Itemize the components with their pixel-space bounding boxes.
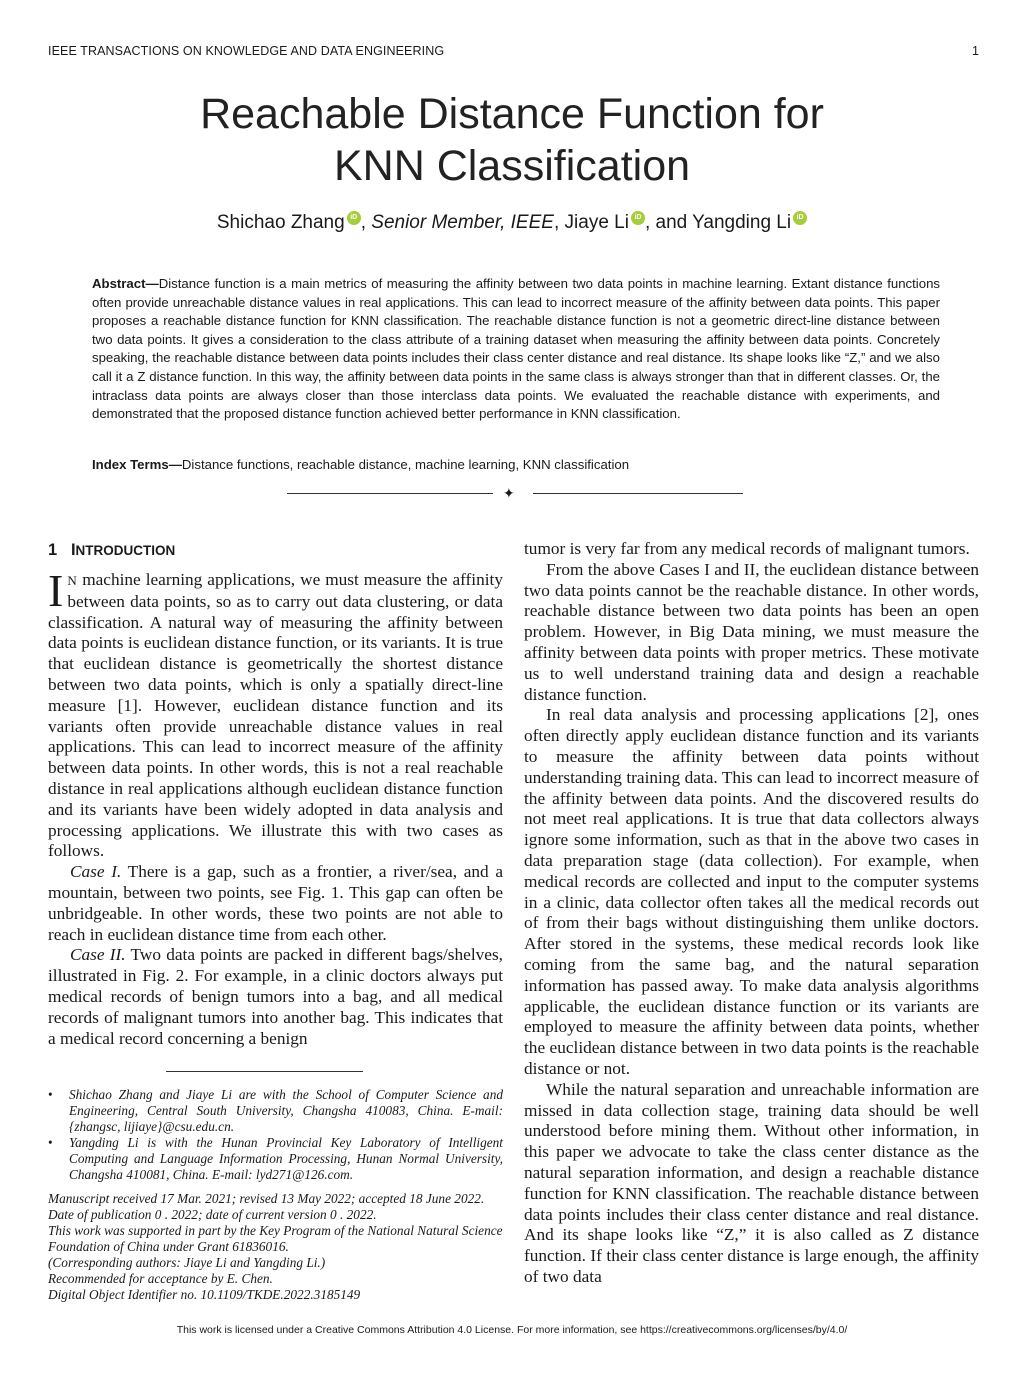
orcid-icon[interactable]: iD — [631, 211, 645, 225]
body-paragraph: From the above Cases I and II, the euclidean distance between two data points cannot be the reachable distance. In other words, reachable distance between two data points has been an open problem. However, in Big Data mining, we must measure the affinity between data points with proper metrics. These motivate us to well understand training data and design a reachable distance function. — [524, 559, 979, 704]
abstract — [92, 275, 940, 424]
orcid-icon[interactable]: iD — [347, 211, 361, 225]
section-title-first: I — [70, 541, 76, 559]
author-separator: , — [360, 212, 372, 233]
license-footer: This work is licensed under a Creative Commons Attribution 4.0 License. For more information, see https://creativecommons.org/licenses/by/4.0/ — [176, 1324, 848, 1336]
title-line-2: KNN Classification — [333, 142, 691, 190]
section-number: 1 — [48, 541, 58, 559]
separator-rule-left — [287, 493, 493, 494]
footnote-affiliation-1 — [48, 1087, 503, 1135]
page-number: 1 — [972, 44, 979, 58]
footnote-text: Yangding Li is with the Hunan Provincial Key Laboratory of Intelligent Computing and Language Information Processing, Hunan Normal University, Changsha 410081, China. E-mail: lyd271@126.com. — [69, 1135, 503, 1182]
body-paragraph: In real data analysis and processing applications [2], ones often directly apply euclidean distance function and its variants to measure the affinity between data points without understanding training data. This can lead to incorrect measure of the affinity between data points. And the discovered results do not meet real applications. It is true that data collectors always ignore some information, such as that in the above two cases in data preparation stage (data collection). For example, when medical records are collected and input to the computer systems in a clinic, data collector often takes all the medical records out of from their bags without distinguishing them unlike doctors. After stored in the systems, these medical records look like coming from the same bag, and the natural separation information has passed away. To make data analysis algorithms applicable, the euclidean distance function or its variants are employed to measure the affinity between data points, whether the euclidean distance between in two data points is the reachable distance or not. — [524, 705, 979, 1078]
manuscript-doi[interactable]: Digital Object Identifier no. 10.1109/TKDE.2022.3185149 — [48, 1287, 361, 1302]
intro-text: machine learning applications, we must measure the affinity between data points, so as to carry out data clustering, or data classification. A natural way of measuring the affinity between data points is euclidean distance function, or its variants. It is true that euclidean distance is geometrically the shortest distance between two data points, which is only a spatially direct-line measure [1]. However, euclidean distance function and its variants often provide unreachable distance values in real applications. This can lead to incorrect measure of the affinity between data points. In other words, this is not a real reachable distance in real applications although euclidean distance function and its variants have been widely adopted in data analysis and processing applications. We illustrate this with two cases as follows. — [48, 570, 503, 861]
intro-paragraph-1 — [48, 565, 503, 862]
case-1-label: Case I. — [70, 862, 122, 882]
case-2-text: Two data points are packed in different bags/shelves, illustrated in Fig. 2. For example, in a clinic doctors always put medical records of benign tumors into a bag, and all medical records of malignant tumors into another bag. This indicates that a medical record concerning a benign — [48, 945, 503, 1048]
running-head: IEEE TRANSACTIONS ON KNOWLEDGE AND DATA ENGINEERING — [48, 44, 445, 58]
title-line-1: Reachable Distance Function for — [200, 90, 824, 138]
case-1-text: There is a gap, such as a frontier, a river/sea, and a mountain, between two points, see Fig. 1. This gap can often be unbridgeable. In other words, these two points are not able to reach in euclidean distance time from each other. — [48, 862, 503, 944]
footnote-rule — [166, 1071, 363, 1072]
body-paragraph-continued: tumor is very far from any medical records of malignant tumors. — [524, 539, 970, 558]
case-1-paragraph — [48, 862, 503, 945]
abstract-label: Abstract— — [92, 276, 159, 291]
manuscript-info — [48, 1191, 503, 1303]
abstract-text: Distance function is a main metrics of measuring the affinity between two data points in machine learning. Extant distance functions often provide unreachable distance values in real applications. This can lead to incorrect measure of the affinity between data points. This paper proposes a reachable distance function for KNN classification. The reachable distance function is not a geometric direct-line distance between two data points. It gives a consideration to the class attribute of a training dataset when measuring the affinity between data points. Concretely speaking, the reachable distance between data points includes their class center distance and real distance. Its shape looks like “Z,” and we also call it a Z distance function. In this way, the affinity between data points in the same class is always stronger than that in different classes. Or, the intraclass data points are always closer than those interclass data points. We evaluated the reachable distance with experiments, and demonstrated that the proposed distance function achieved better performance in KNN classification. — [92, 276, 940, 422]
dropcap: I — [48, 565, 64, 616]
orcid-icon[interactable]: iD — [793, 211, 807, 225]
index-terms — [92, 456, 940, 475]
footnote-text: Shichao Zhang and Jiaye Li are with the School of Computer Science and Engineering, Central South University, Changsha 410083, China. E-mail: {zhangsc, lijiaye}@csu.edu.cn. — [69, 1087, 503, 1134]
bullet-icon: • — [48, 1087, 53, 1102]
author-membership: Senior Member, IEEE — [371, 212, 554, 233]
author-line — [0, 211, 1024, 234]
case-2-label: Case II. — [70, 945, 126, 965]
left-column — [48, 565, 503, 1049]
separator-rule-right — [533, 493, 743, 494]
dropcap-rest: N — [67, 573, 78, 588]
manuscript-publication: Date of publication 0 . 2022; date of current version 0 . 2022. — [48, 1207, 377, 1222]
section-heading — [48, 541, 175, 560]
body-paragraph: While the natural separation and unreachable information are missed in data collection stage, training data should be well understood before mining them. Without other information, in this paper we advocate to take the class center distance as the natural separation information, and design a reachable distance function for KNN classification. The reachable distance between data points includes their class center distance and real distance. And its shape looks like “Z,” it is also called as Z distance function. If their class center distance is large enough, the affinity of two data — [524, 1079, 979, 1286]
right-column — [524, 539, 979, 1288]
case-2-paragraph — [48, 945, 503, 1049]
bullet-icon: • — [48, 1135, 53, 1150]
index-terms-text: Distance functions, reachable distance, machine learning, KNN classification — [181, 457, 630, 472]
section-title-rest: NTRODUCTION — [75, 543, 176, 558]
manuscript-corresponding: (Corresponding authors: Jiaye Li and Yangding Li.) — [48, 1255, 326, 1270]
manuscript-support: This work was supported in part by the Key Program of the National Natural Science Foundation of China under Grant 61836016. — [48, 1223, 503, 1254]
footnote-affiliation-2 — [48, 1135, 503, 1183]
manuscript-recommended: Recommended for acceptance by E. Chen. — [48, 1271, 273, 1286]
author-name: Shichao Zhang — [216, 212, 345, 233]
author-footnotes — [48, 1087, 503, 1183]
index-terms-label: Index Terms— — [92, 457, 182, 472]
author-name: , and Yangding Li — [644, 212, 792, 233]
manuscript-received: Manuscript received 17 Mar. 2021; revised 13 May 2022; accepted 18 June 2022. — [48, 1191, 485, 1206]
separator-diamond-icon: ✦ — [503, 485, 515, 501]
paper-title — [0, 88, 1024, 192]
author-name: , Jiaye Li — [553, 212, 629, 233]
